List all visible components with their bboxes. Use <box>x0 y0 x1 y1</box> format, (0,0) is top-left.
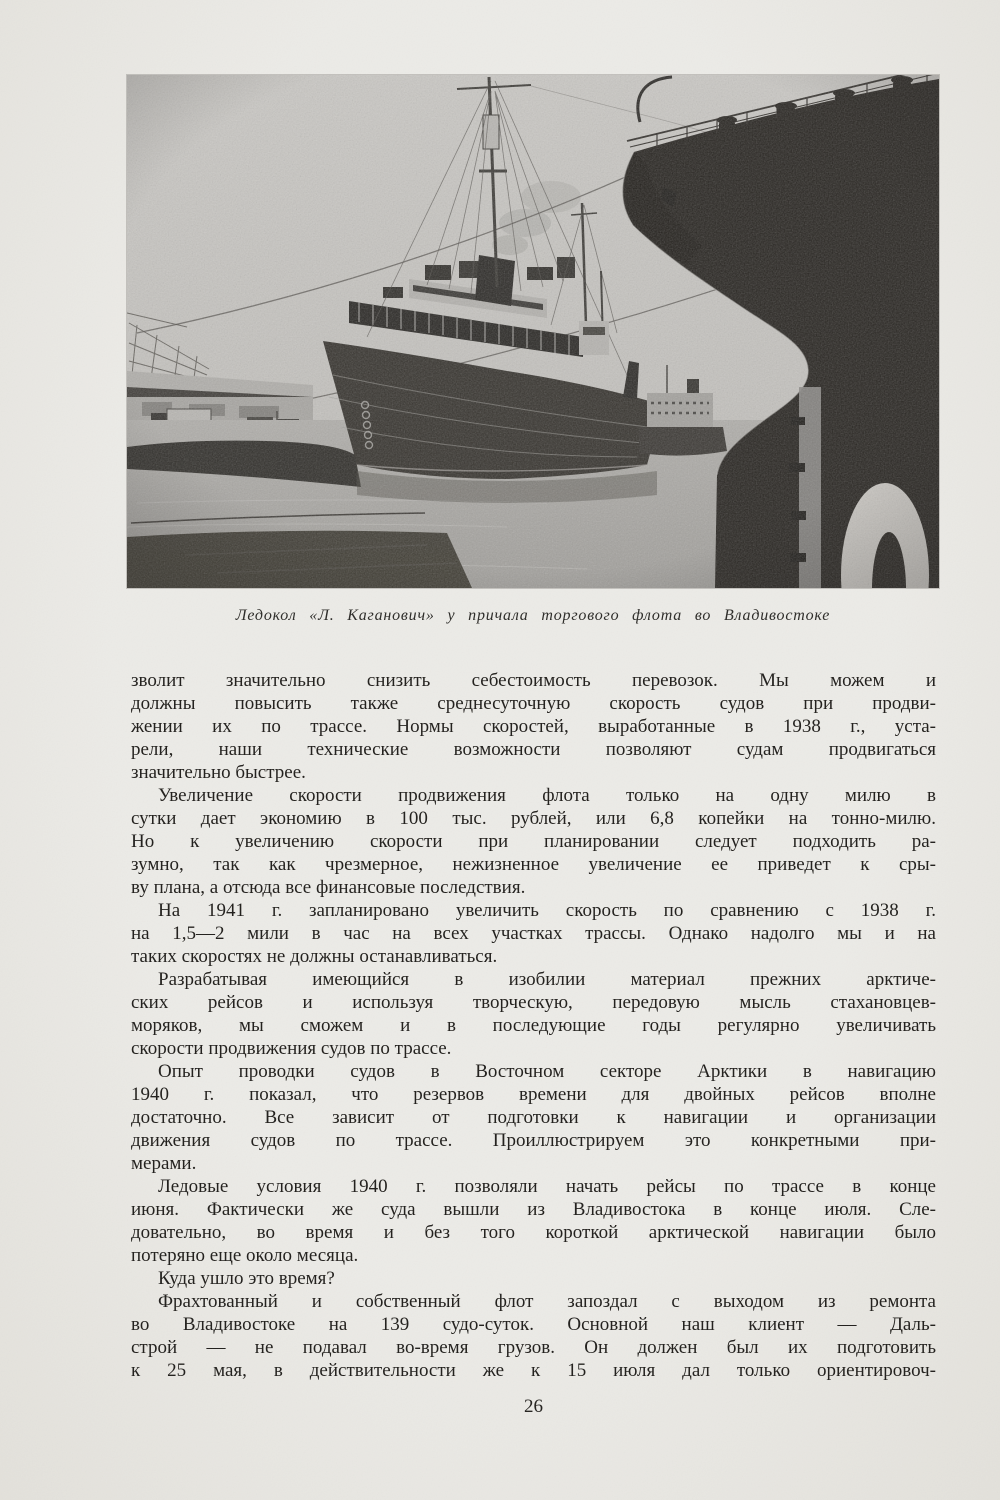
text-line: довательно, во время и без того короткой арктической навигации было <box>131 1222 936 1243</box>
text-line: 1940 г. показал, что резервов времени для двойных рейсов вполне <box>131 1084 936 1105</box>
text-line: июня. Фактически же суда вышли из Владивостока в конце июля. Сле- <box>131 1199 936 1220</box>
page-number: 26 <box>524 1396 543 1417</box>
icebreaker-photo <box>127 75 939 588</box>
text-line: зволит значительно снизить себестоимость перевозок. Мы можем и <box>131 670 936 691</box>
body-text <box>131 669 936 1382</box>
text-line: ву плана, а отсюда все финансовые последствия. <box>131 877 526 898</box>
text-line: на 1,5—2 мили в час на всех участках трассы. Однако надолго мы и на <box>131 923 936 944</box>
text-line: Куда ушло это время? <box>158 1268 335 1289</box>
text-line: к 25 мая, в действительности же к 15 июля дал только ориентировоч- <box>131 1360 936 1381</box>
text-line: На 1941 г. запланировано увеличить скорость по сравнению с 1938 г. <box>158 900 936 921</box>
text-line: достаточно. Все зависит от подготовки к навигации и организации <box>131 1107 936 1128</box>
text-line: значительно быстрее. <box>131 762 306 783</box>
text-line: зумно, так как чрезмерное, нежизненное увеличение ее приведет к сры- <box>131 854 936 875</box>
photo-caption: Ледокол «Л. Каганович» у причала торгового флота во Владивостоке <box>235 607 831 624</box>
text-line: рели, наши технические возможности позволяют судам продвигаться <box>131 739 936 760</box>
photo-vignette <box>127 75 939 588</box>
text-line: должны повысить также среднесуточную скорость судов при продви- <box>131 693 936 714</box>
text-line: Разрабатывая имеющийся в изобилии материал прежних арктиче- <box>158 969 936 990</box>
text-line: Опыт проводки судов в Восточном секторе Арктики в навигацию <box>158 1061 936 1082</box>
text-line: Увеличение скорости продвижения флота только на одну милю в <box>158 785 936 806</box>
text-line: ских рейсов и используя творческую, передовую мысль стахановцев- <box>131 992 936 1013</box>
text-line: потеряно еще около месяца. <box>131 1245 359 1266</box>
text-line: во Владивостоке на 139 судо-суток. Основной наш клиент — Даль- <box>131 1314 936 1335</box>
text-line: Ледовые условия 1940 г. позволяли начать рейсы по трассе в конце <box>158 1176 936 1197</box>
text-line: сутки дает экономию в 100 тыс. рублей, или 6,8 копейки на тонно-милю. <box>131 808 936 829</box>
text-line: строй — не подавал во-время грузов. Он должен был их подготовить <box>131 1337 936 1358</box>
text-line: движения судов по трассе. Проиллюстрируем это конкретными при- <box>131 1130 936 1151</box>
photo-figure <box>127 75 939 588</box>
text-line: жении их по трассе. Нормы скоростей, выработанные в 1938 г., уста- <box>131 716 936 737</box>
text-line: мерами. <box>131 1153 197 1174</box>
text-line: Но к увеличению скорости при планировании следует подходить ра- <box>131 831 936 852</box>
text-line: моряков, мы сможем и в последующие годы регулярно увеличивать <box>131 1015 936 1036</box>
text-line: скорости продвижения судов по трассе. <box>131 1038 452 1059</box>
text-line: таких скоростях не должны останавливаться. <box>131 946 498 967</box>
text-line: Фрахтованный и собственный флот запоздал с выходом из ремонта <box>158 1291 936 1312</box>
